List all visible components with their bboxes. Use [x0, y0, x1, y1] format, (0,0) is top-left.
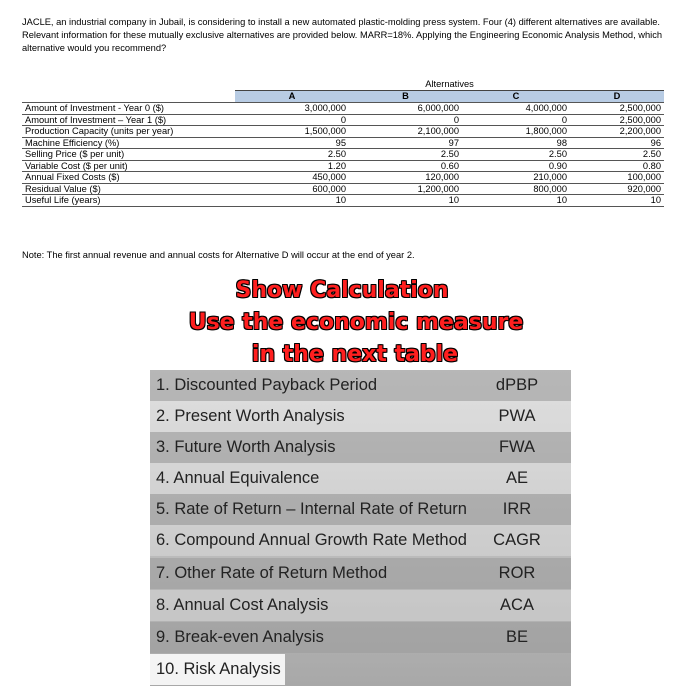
table-cell: 96 [570, 137, 664, 149]
table-cell: 2,100,000 [349, 126, 462, 138]
alternatives-group-header: Alternatives [235, 79, 664, 91]
list-item [150, 401, 571, 432]
table-cell: 10 [235, 195, 349, 207]
measure-abbreviation: FWA [498, 438, 536, 456]
table-cell: 2,200,000 [570, 126, 664, 138]
measure-abbreviation: BE [505, 628, 528, 646]
column-header-d: D [570, 91, 664, 103]
row-label: Annual Fixed Costs ($) [22, 172, 235, 184]
table-cell: 920,000 [570, 183, 664, 195]
headline-show-calculation: Show Calculation [235, 278, 449, 303]
table-cell: 0.90 [462, 160, 570, 172]
table-cell: 10 [462, 195, 570, 207]
list-item [150, 590, 571, 621]
column-header-c: C [462, 91, 570, 103]
row-label: Variable Cost ($ per unit) [22, 160, 235, 172]
measure-abbreviation: AE [505, 469, 528, 487]
measure-name: 7. Other Rate of Return Method [156, 564, 388, 582]
table-cell: 98 [462, 137, 570, 149]
measure-abbreviation: ACA [500, 596, 534, 614]
row-label: Selling Price ($ per unit) [22, 149, 235, 161]
row-label: Amount of Investment – Year 1 ($) [22, 114, 235, 126]
list-item [150, 463, 571, 494]
list-item [150, 558, 571, 589]
row-label: Machine Efficiency (%) [22, 137, 235, 149]
table-row [22, 137, 664, 149]
list-item [150, 525, 571, 556]
table-cell: 100,000 [570, 172, 664, 184]
table-cell: 97 [349, 137, 462, 149]
row-label: Residual Value ($) [22, 183, 235, 195]
measure-abbreviation: IRR [502, 500, 532, 518]
measure-name: 1. Discounted Payback Period [156, 376, 378, 394]
list-item [150, 370, 571, 401]
column-header-b: B [349, 91, 462, 103]
table-cell: 120,000 [349, 172, 462, 184]
measure-name: 8. Annual Cost Analysis [156, 596, 329, 614]
table-cell: 1,200,000 [349, 183, 462, 195]
measure-name: 4. Annual Equivalence [156, 469, 320, 487]
table-cell: 0.80 [570, 160, 664, 172]
table-cell: 2.50 [349, 149, 462, 161]
table-cell: 0 [235, 114, 349, 126]
table-cell: 450,000 [235, 172, 349, 184]
table-cell: 1,500,000 [235, 126, 349, 138]
list-item [150, 494, 571, 525]
table-cell: 2,500,000 [570, 114, 664, 126]
measure-name: 2. Present Worth Analysis [156, 407, 345, 425]
measure-name: 5. Rate of Return – Internal Rate of Return [156, 500, 467, 518]
table-cell: 6,000,000 [349, 103, 462, 115]
table-cell: 4,000,000 [462, 103, 570, 115]
table-cell: 10 [349, 195, 462, 207]
table-row [22, 103, 664, 115]
table-cell: 10 [570, 195, 664, 207]
table-cell: 1.20 [235, 160, 349, 172]
table-row [22, 149, 664, 161]
table-cell: 2.50 [570, 149, 664, 161]
table-row [22, 172, 664, 184]
table-row [22, 195, 664, 207]
problem-statement: JACLE, an industrial company in Jubail, is considering to install a new automated plastic-molding press system. Four (4) different alternatives are available. Relevant information for these mutually exclusive alternatives are provided below. MARR=18%. Applying the Engineering Economic Analysis Method, which alternative would you recommend? [22, 17, 663, 53]
column-header-a: A [235, 91, 349, 103]
economic-measures-table [150, 370, 571, 686]
table-cell: 0.60 [349, 160, 462, 172]
table-cell: 1,800,000 [462, 126, 570, 138]
row-label: Useful Life (years) [22, 195, 235, 207]
table-cell: 800,000 [462, 183, 570, 195]
list-item [150, 432, 571, 463]
table-cell: 2,500,000 [570, 103, 664, 115]
table-cell: 2.50 [462, 149, 570, 161]
table-row [22, 160, 664, 172]
list-item [150, 622, 571, 653]
table-note: Note: The first annual revenue and annual costs for Alternative D will occur at the end of year 2. [22, 250, 415, 260]
measure-name: 9. Break-even Analysis [156, 628, 324, 646]
table-cell: 3,000,000 [235, 103, 349, 115]
table-cell: 600,000 [235, 183, 349, 195]
table-row [22, 183, 664, 195]
row-label: Production Capacity (units per year) [22, 126, 235, 138]
headline-economic-measure: Use the economic measure [188, 310, 524, 335]
headline-next-table: in the next table [251, 342, 459, 367]
row-label: Amount of Investment - Year 0 ($) [22, 103, 235, 115]
measure-abbreviation: ROR [498, 564, 536, 582]
list-item [150, 654, 285, 685]
table-cell: 210,000 [462, 172, 570, 184]
table-cell: 0 [462, 114, 570, 126]
measure-name: 10. Risk Analysis [156, 660, 281, 678]
table-cell: 2.50 [235, 149, 349, 161]
measure-abbreviation: CAGR [493, 531, 541, 549]
table-cell: 0 [349, 114, 462, 126]
table-row [22, 126, 664, 138]
table-cell: 95 [235, 137, 349, 149]
table-row [22, 114, 664, 126]
measure-abbreviation: PWA [498, 407, 536, 425]
measure-abbreviation: dPBP [495, 376, 539, 394]
measure-name: 6. Compound Annual Growth Rate Method [156, 531, 467, 549]
alternatives-table [22, 79, 664, 207]
measure-name: 3. Future Worth Analysis [156, 438, 336, 456]
